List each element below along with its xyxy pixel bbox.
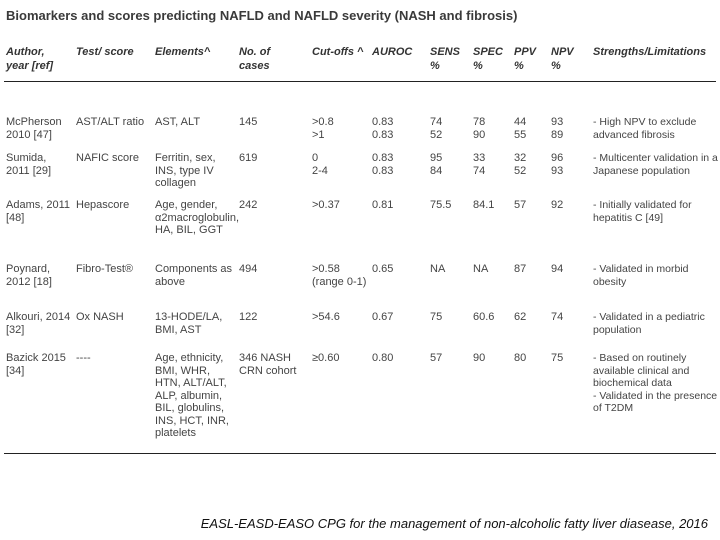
cell-npv: 75 <box>551 352 564 364</box>
cell-sens: 75 <box>430 311 443 323</box>
cell-spec: 90 <box>473 352 486 364</box>
cell-cutoffs: >54.6 <box>312 311 340 323</box>
cell-author: Adams, 2011 [48] <box>6 199 71 224</box>
cell-auroc: 0.65 <box>372 263 394 275</box>
cell-author: Sumida, 2011 [29] <box>6 152 52 177</box>
cell-test: Fibro-Test® <box>76 263 134 275</box>
cell-cases: 494 <box>239 263 258 275</box>
cell-ppv: 32 52 <box>514 152 527 177</box>
cell-elements: AST, ALT <box>155 116 201 128</box>
cell-spec: 84.1 <box>473 199 495 211</box>
cell-elements: Age, ethnicity, BMI, WHR, HTN, ALT/ALT, ALP, albumin, BIL, globulins, INS, HCT, INR, platelets <box>155 352 229 439</box>
bottom-rule <box>4 453 716 454</box>
cell-sens: NA <box>430 263 446 275</box>
cell-auroc: 0.83 0.83 <box>372 152 394 177</box>
footer-citation: EASL-EASD-EASO CPG for the management of non-alcoholic fatty liver diasease, 2016 <box>200 516 708 531</box>
cell-cases: 145 <box>239 116 258 128</box>
cell-auroc: 0.83 0.83 <box>372 116 394 141</box>
cell-cases: 242 <box>239 199 258 211</box>
cell-cutoffs: ≥0.60 <box>312 352 340 364</box>
cell-npv: 96 93 <box>551 152 564 177</box>
cell-test: Ox NASH <box>76 311 124 323</box>
cell-strengths: - Based on routinely available clinical and biochemical data - Validated in the presence of T2DM <box>593 352 718 414</box>
cell-npv: 74 <box>551 311 564 323</box>
cell-npv: 93 89 <box>551 116 564 141</box>
cell-spec: 33 74 <box>473 152 486 177</box>
header-cutoffs: Cut-offs ^ <box>312 46 364 58</box>
header-cases: No. of cases <box>239 46 271 72</box>
cell-cases: 619 <box>239 152 258 164</box>
cell-elements: Age, gender, α2macroglobulin, HA, BIL, GGT <box>155 199 240 236</box>
header-test: Test/ score <box>76 46 134 58</box>
cell-ppv: 57 <box>514 199 527 211</box>
cell-spec: 78 90 <box>473 116 486 141</box>
cell-ppv: 62 <box>514 311 527 323</box>
cell-ppv: 87 <box>514 263 527 275</box>
table-title: Biomarkers and scores predicting NAFLD and NAFLD severity (NASH and fibrosis) <box>6 8 518 23</box>
cell-strengths: - Initially validated for hepatitis C [49] <box>593 199 692 224</box>
cell-strengths: - Multicenter validation in a Japanese population <box>593 152 718 177</box>
cell-cutoffs: >0.8 >1 <box>312 116 334 141</box>
cell-cases: 346 NASH CRN cohort <box>239 352 297 377</box>
cell-elements: Ferritin, sex, INS, type IV collagen <box>155 152 216 189</box>
header-ppv: PPV % <box>514 46 537 72</box>
cell-cutoffs: >0.37 <box>312 199 340 211</box>
cell-sens: 57 <box>430 352 443 364</box>
header-npv: NPV % <box>551 46 574 72</box>
cell-author: McPherson 2010 [47] <box>6 116 62 141</box>
header-strengths: Strengths/Limitations <box>593 46 707 58</box>
cell-sens: 74 52 <box>430 116 443 141</box>
header-rule <box>4 81 716 82</box>
cell-ppv: 80 <box>514 352 527 364</box>
cell-author: Bazick 2015 [34] <box>6 352 66 377</box>
header-spec: SPEC % <box>473 46 503 72</box>
cell-test: NAFIC score <box>76 152 139 164</box>
cell-strengths: - Validated in a pediatric population <box>593 311 705 336</box>
cell-test: Hepascore <box>76 199 130 211</box>
cell-spec: 60.6 <box>473 311 495 323</box>
cell-auroc: 0.67 <box>372 311 394 323</box>
cell-elements: 13-HODE/LA, BMI, AST <box>155 311 223 336</box>
cell-ppv: 44 55 <box>514 116 527 141</box>
cell-sens: 95 84 <box>430 152 443 177</box>
header-auroc: AUROC <box>372 46 413 58</box>
cell-npv: 94 <box>551 263 564 275</box>
cell-test: AST/ALT ratio <box>76 116 145 128</box>
cell-spec: NA <box>473 263 489 275</box>
cell-strengths: - High NPV to exclude advanced fibrosis <box>593 116 697 141</box>
cell-cutoffs: 0 2-4 <box>312 152 328 177</box>
cell-sens: 75.5 <box>430 199 452 211</box>
cell-auroc: 0.81 <box>372 199 394 211</box>
cell-cases: 122 <box>239 311 258 323</box>
cell-auroc: 0.80 <box>372 352 394 364</box>
cell-author: Alkouri, 2014 [32] <box>6 311 71 336</box>
header-elements: Elements^ <box>155 46 211 58</box>
cell-npv: 92 <box>551 199 564 211</box>
cell-cutoffs: >0.58 (range 0-1) <box>312 263 367 288</box>
cell-strengths: - Validated in morbid obesity <box>593 263 689 288</box>
cell-test: ---- <box>76 352 91 364</box>
header-sens: SENS % <box>430 46 460 72</box>
cell-elements: Components as above <box>155 263 233 288</box>
cell-author: Poynard, 2012 [18] <box>6 263 52 288</box>
header-author: Author, year [ref] <box>6 46 54 72</box>
